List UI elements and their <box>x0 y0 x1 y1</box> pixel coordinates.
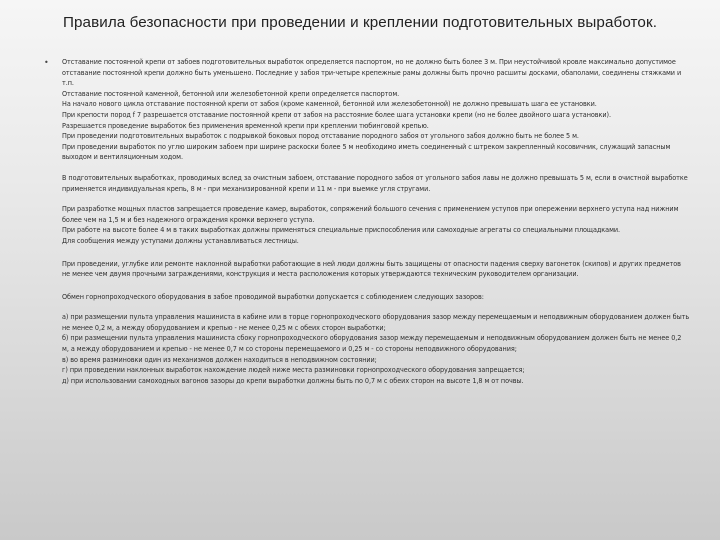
paragraph: а) при размещении пульта управления машиниста в кабине или в торце горнопроходческого оборудования зазор между перемещаемым и неподвижным оборудованием должен быть не менее 0,2 м, а между оборудованием и крепью - не менее 0,25 м с обеих сторон выработки; <box>62 312 690 332</box>
paragraph: г) при проведении наклонных выработок нахождение людей ниже места разминовки горнопроходческого оборудования запрещается; <box>62 365 525 375</box>
paragraph: При проведении выработок по углю широким забоем при ширине раскоски более 5 м необходимо иметь соединенный с штреком закрепленный косовичник, служащий запасным выходом и вентиляционным ходом. <box>62 141 671 162</box>
bullet-marker: • <box>44 58 49 67</box>
page-title: Правила безопасности при проведении и креплении подготовительных выработок. <box>62 14 658 31</box>
paragraph: При проведении, углубке или ремонте наклонной выработки работающие в ней люди должны быть защищены от опасности падения сверху вагонеток (скипов) и других предметов не менее чем двумя прочными заграждениями, конструкция и места расположения которых утверждаются техническим руководителем организации. <box>62 258 681 279</box>
paragraph: Для сообщения между уступами должны устанавливаться лестницы. <box>62 235 299 245</box>
paragraph: При проведении подготовительных выработок с подрывкой боковых пород отставание породного забоя от угольного забоя должно быть не более 5 м. <box>62 131 579 141</box>
paragraph: В подготовительных выработках, проводимых вслед за очистным забоем, отставание породного забоя от угольного забоя лавы не должно превышать 5 м, если в очистной выработке применяется индивидуальная крепь, 8 м - при механизированной крепи и 11 м - при выемке угля стругами. <box>62 172 688 193</box>
paragraph: Разрешается проведение выработок без применения временной крепи при креплении тюбинговой крепью. <box>62 120 429 130</box>
paragraph: Отставание постоянной крепи от забоев подготовительных выработок определяется паспортом, но не должно быть более 3 м. При неустойчивой кровле максимально допустимое отставание постоянной крепи должно быть уменьшено. Последние у забоя три-четыре крепежные рамы должны быть прочно расшиты досками, обаполами, соединены стяжками и т.п. <box>62 57 682 88</box>
paragraph: б) при размещении пульта управления машиниста сбоку горнопроходческого оборудования зазор между перемещаемым и неподвижным оборудованием должен быть не менее 0,2 м, а между оборудованием и крепью - не менее 0,7 м со стороны перемещаемого и 0,25 м - со стороны неподвижного оборудования; <box>62 333 682 354</box>
paragraph: Отставание постоянной каменной, бетонной или железобетонной крепи определяется паспортом. <box>62 88 400 98</box>
paragraph: При разработке мощных пластов запрещается проведение камер, выработок, сопряжений большого сечения с применением уступов при опережении верхнего уступа над нижним более чем на 1,5 м и без надежного ограждения кромки верхнего уступа. <box>62 204 679 224</box>
paragraph: При крепости пород f 7 разрешается отставание постоянной крепи от забоя на расстояние более шага установки крепи (но не более двойного шага установки). <box>62 109 612 119</box>
paragraph: При работе на высоте более 4 м в таких выработках должны применяться специальные приспособления или самоходные агрегаты со специальными площадками. <box>62 225 621 235</box>
paragraph: в) во время разминовки один из механизмов должен находиться в неподвижном состоянии; <box>62 354 377 364</box>
rules-body <box>62 57 690 386</box>
paragraph: д) при использовании самоходных вагонов зазоры до крепи выработки должны быть по 0,7 м с обеих сторон на высоте 1,8 м от почвы. <box>62 375 524 385</box>
paragraph: Обмен горнопроходческого оборудования в забое проводимой выработки допускается с соблюдением следующих зазоров: <box>62 291 484 301</box>
paragraph: На начало нового цикла отставание постоянной крепи от забоя (кроме каменной, бетонной или железобетонной) не должно превышать шага ее установки. <box>62 99 597 109</box>
